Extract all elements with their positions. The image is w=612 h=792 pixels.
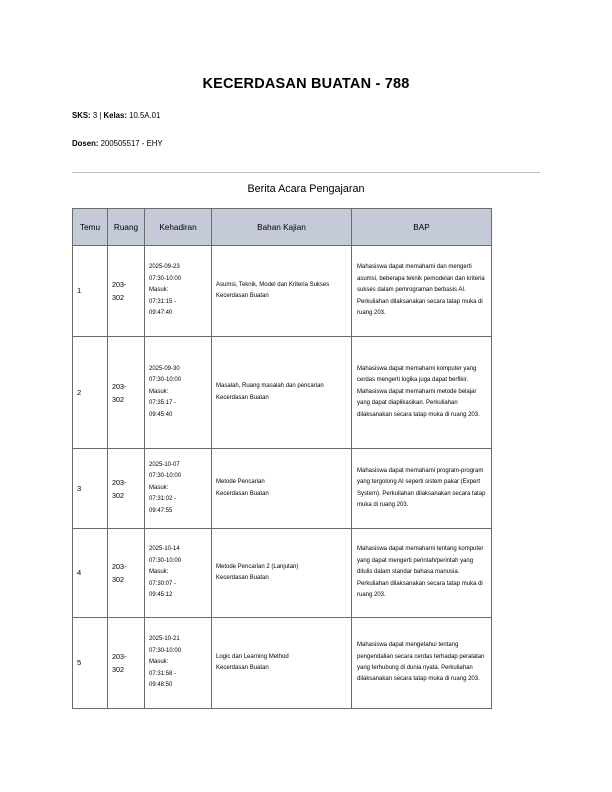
- cell-kehadiran: 2025-09-23 07:30-10:00 Masuk: 07:31:15 - 09:47:40: [145, 246, 212, 337]
- cell-temu: 5: [73, 618, 108, 709]
- cell-temu: 4: [73, 529, 108, 618]
- bahan-course: Kecerdasan Buatan: [216, 394, 269, 401]
- cell-ruang: 203- 302: [108, 529, 145, 618]
- cell-temu: 1: [73, 246, 108, 337]
- meta-separator: |: [99, 111, 102, 120]
- course-meta-dosen: [72, 139, 163, 148]
- bahan-course: Kecerdasan Buatan: [216, 665, 269, 671]
- cell-ruang: 203- 302: [108, 449, 145, 529]
- cell-temu: 2: [73, 337, 108, 449]
- section-title: Berita Acara Pengajaran: [247, 183, 365, 195]
- table-row: [73, 337, 492, 449]
- cell-temu: 3: [73, 449, 108, 529]
- kelas-value: 10.5A.01: [129, 111, 161, 120]
- table-row: [73, 246, 492, 337]
- cell-bap: Mahasiswa dapat mengetahui tentang pengendalian secara cerdas terhadap peralatan yang terhubung di dunia nyata. Perkuliahan dilaksanakan secara tatap muka di ruang 203.: [352, 618, 492, 709]
- cell-kehadiran: 2025-09-30 07:30-10:00 Masuk: 07:35:17 - 09:45:40: [145, 337, 212, 449]
- sks-label: SKS:: [72, 111, 91, 120]
- cell-bap: Mahasiswa dapat memahami dan mengerti asumsi, beberapa teknik pemodelan dan kriteria sukses dalam pemrograman berbasis AI. Perkuliahan dilaksanakan secara tatap muka di ruang 203.: [352, 246, 492, 337]
- bahan-topic: Metode Pencarian 2 (Lanjutan): [216, 563, 299, 570]
- header-kehadiran: Kehadiran: [145, 209, 212, 246]
- cell-ruang: 203- 302: [108, 246, 145, 337]
- bahan-course: Kecerdasan Buatan: [216, 293, 269, 299]
- header-bahan-kajian: Bahan Kajian: [212, 209, 352, 246]
- cell-bahan-kajian: [212, 529, 352, 618]
- bahan-topic: Logic dan Learning Method: [216, 653, 289, 660]
- bahan-topic: Asumsi, Teknik, Model dan Kriteria Sukses: [216, 281, 330, 288]
- dosen-value: 200505517 - EHY: [100, 139, 163, 148]
- table-row: [73, 449, 492, 529]
- course-title: KECERDASAN BUATAN - 788: [202, 76, 410, 92]
- bahan-topic: Metode Pencarian: [216, 479, 265, 486]
- cell-bap: Mahasiswa dapat memahami program-program yang tergolong AI seperti sistem pakar (Expert System). Perkuliahan dilaksanakan secara tatap muka di ruang 203.: [352, 449, 492, 529]
- header-ruang: Ruang: [108, 209, 145, 246]
- table-header-row: [73, 209, 492, 246]
- cell-bap: Mahasiswa dapat memahami komputer yang cerdas mengerti logika juga dapat berfikir. Mahasiswa dapat memahami metode belajar yang dapat diaplikasikan. Perkuliahan dilaksanakan secara tatap muka di ruang 203.: [352, 337, 492, 449]
- course-meta-sks-kelas: [72, 111, 160, 120]
- kelas-label: Kelas:: [103, 111, 127, 120]
- bahan-course: Kecerdasan Buatan: [216, 575, 269, 581]
- cell-bahan-kajian: [212, 337, 352, 449]
- table-row: [73, 529, 492, 618]
- cell-ruang: 203- 302: [108, 618, 145, 709]
- dosen-label: Dosen:: [72, 139, 99, 148]
- bap-table: [72, 208, 492, 709]
- cell-ruang: 203- 302: [108, 337, 145, 449]
- bahan-topic: Masalah, Ruang masalah dan pencarian: [216, 383, 324, 390]
- header-bap: BAP: [352, 209, 492, 246]
- cell-kehadiran: 2025-10-07 07:30-10:00 Masuk: 07:31:02 - 09:47:55: [145, 449, 212, 529]
- header-temu: Temu: [73, 209, 108, 246]
- cell-kehadiran: 2025-10-14 07:30-10:00 Masuk: 07:30:07 - 09:45:12: [145, 529, 212, 618]
- bahan-course: Kecerdasan Buatan: [216, 490, 269, 497]
- cell-bap: Mahasiswa dapat memahami tentang komputer yang dapat mengerti perintah/perintah yang ditulis dalam standar bahasa manusia. Perkuliahan dilaksanakan secara tatap muka di ruang 203.: [352, 529, 492, 618]
- cell-kehadiran: 2025-10-21 07:30-10:00 Masuk: 07:31:58 - 09:48:50: [145, 618, 212, 709]
- cell-bahan-kajian: [212, 618, 352, 709]
- horizontal-divider: [72, 172, 540, 173]
- cell-bahan-kajian: [212, 449, 352, 529]
- sks-value: 3: [92, 111, 98, 120]
- table-row: [73, 618, 492, 709]
- cell-bahan-kajian: [212, 246, 352, 337]
